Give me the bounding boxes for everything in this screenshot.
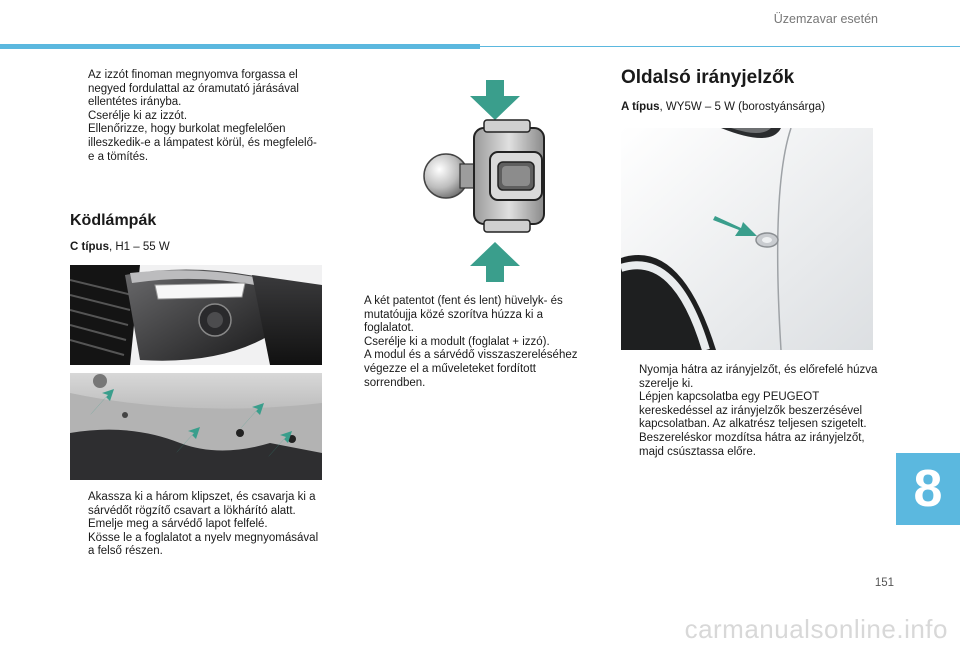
side-indicator-spec bbox=[621, 101, 825, 113]
list-item: Ellenőrizze, hogy burkolat megfelelően illeszkedik-e a lámpatest körül, és megfelelő-e a tömítés. bbox=[88, 123, 317, 163]
fog-lamps-heading: Ködlámpák bbox=[70, 212, 157, 229]
fog-type-label: C típus bbox=[70, 241, 109, 253]
list-item: Kösse le a foglalatot a nyelv megnyomásával a felső részen. bbox=[88, 531, 319, 558]
header-accent-bar bbox=[0, 44, 480, 49]
list-item: A modul és a sárvédő visszaszereléséhez végezze el a műveleteket fordított sorrendben. bbox=[364, 349, 578, 389]
list-item: Cserélje ki az izzót. bbox=[88, 109, 188, 122]
chapter-tab: 8 bbox=[896, 453, 960, 525]
fog-lamp-photo bbox=[70, 265, 322, 365]
header-rule bbox=[480, 46, 960, 47]
module-steps bbox=[346, 295, 591, 390]
page-number: 151 bbox=[874, 577, 894, 589]
indicator-steps bbox=[621, 364, 881, 459]
fog-lamp-spec bbox=[70, 241, 170, 253]
fog-type-value: , H1 – 55 W bbox=[108, 241, 170, 253]
intro-steps bbox=[70, 69, 320, 164]
fog-steps bbox=[70, 491, 325, 559]
list-item: Az izzót finoman megnyomva forgassa el negyed fordulattal az óramutató járásával ellentétes irányba. bbox=[88, 69, 299, 109]
list-item: Beszereléskor mozdítsa hátra az irányjelzőt, majd csúsztassa előre. bbox=[639, 431, 865, 458]
list-item: Emelje meg a sárvédő lapot felfelé. bbox=[88, 518, 268, 531]
side-indicators-heading: Oldalsó irányjelzők bbox=[621, 67, 795, 88]
side-indicator-photo bbox=[621, 128, 873, 350]
list-item: Nyomja hátra az irányjelzőt, és előrefelé húzva szerelje ki. bbox=[639, 364, 878, 390]
indicator-type-value: , WY5W – 5 W (borostyánsárga) bbox=[659, 101, 826, 113]
chapter-title: Üzemzavar esetén bbox=[773, 12, 878, 26]
fender-underside-photo bbox=[70, 373, 322, 480]
list-item: A két patentot (fent és lent) hüvelyk- és mutatóujja közé szorítva húzza ki a foglalatot. bbox=[364, 295, 563, 335]
bulb-module-illustration bbox=[420, 76, 570, 286]
indicator-type-label: A típus bbox=[621, 101, 660, 113]
watermark: carmanualsonline.info bbox=[684, 614, 948, 644]
list-item: Lépjen kapcsolatba egy PEUGEOT kereskedéssel az irányjelzők beszerzésével kapcsolatban. Az alkatrész teljesen szigetelt. bbox=[639, 391, 867, 431]
list-item: Akassza ki a három klipszet, és csavarja ki a sárvédőt rögzítő csavart a lökhárító alatt. bbox=[88, 491, 316, 517]
list-item: Cserélje ki a modult (foglalat + izzó). bbox=[364, 335, 550, 348]
